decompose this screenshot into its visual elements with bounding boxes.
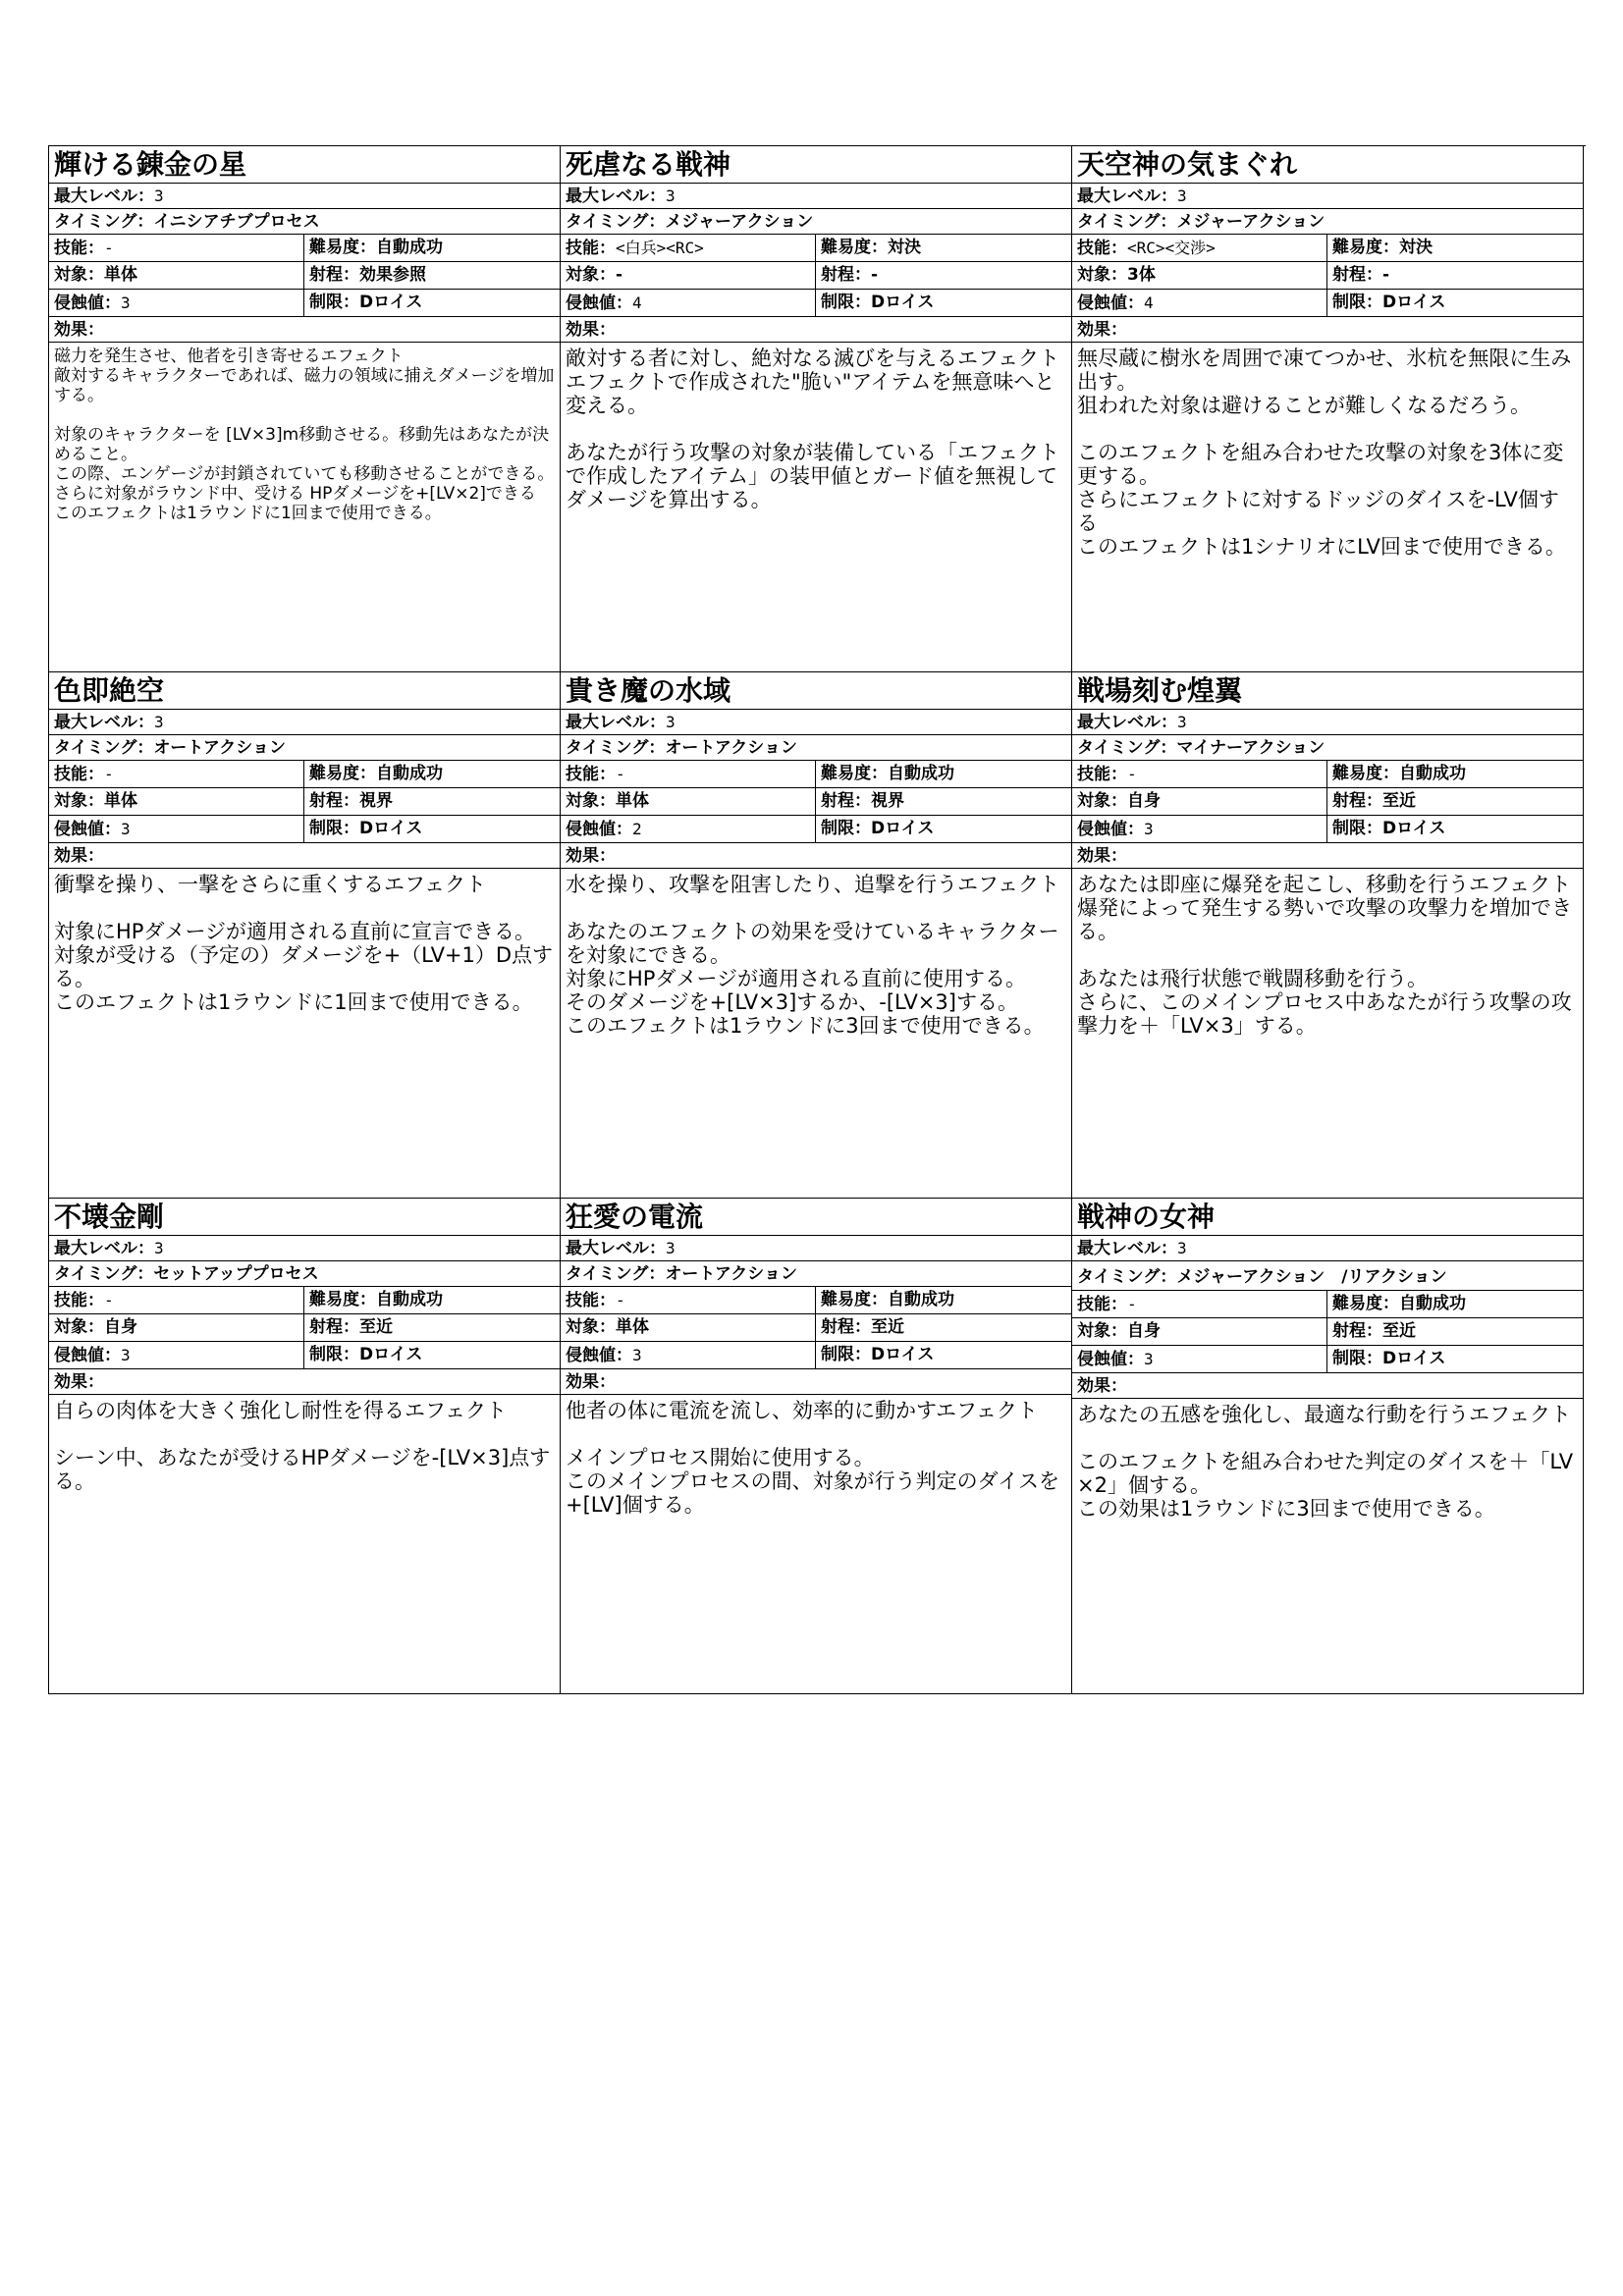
encroach-cell: [1072, 816, 1327, 842]
effect-card: [1072, 146, 1584, 672]
timing-value: オートアクション: [665, 1264, 797, 1284]
timing-row: [1072, 209, 1583, 235]
encroach-limit-row: [1072, 1346, 1583, 1373]
encroach-cell: [561, 1342, 816, 1368]
difficulty-cell: [1327, 1291, 1583, 1317]
range-value: -: [1382, 265, 1390, 285]
encroach-cell: [561, 290, 816, 316]
difficulty-label: 難易度：: [309, 1290, 376, 1309]
target-cell: [49, 1314, 304, 1341]
difficulty-value: 対決: [888, 238, 921, 257]
skill-cell: [1072, 235, 1327, 261]
max-level-value: 3: [1177, 1239, 1187, 1257]
difficulty-label: 難易度：: [821, 764, 888, 783]
range-label: 射程：: [1332, 265, 1382, 285]
limit-cell: [816, 290, 1071, 316]
encroach-value: 3: [1144, 1350, 1154, 1368]
encroach-value: 3: [121, 1346, 131, 1364]
timing-row: [561, 1261, 1071, 1287]
max-level-value: 3: [1177, 713, 1187, 731]
difficulty-cell: [816, 1287, 1071, 1313]
max-level-row: [561, 1236, 1071, 1261]
target-value: -: [616, 265, 623, 285]
timing-label: タイミング：: [566, 212, 666, 232]
max-level-row: [1072, 710, 1583, 735]
limit-value: Dロイス: [1382, 1349, 1446, 1368]
max-level-value: 3: [666, 1239, 676, 1257]
encroach-value: 2: [632, 820, 642, 838]
effect-title: 色即絶空: [49, 672, 560, 710]
range-value: 至近: [1382, 791, 1416, 811]
difficulty-value: 自動成功: [1399, 1294, 1466, 1313]
range-cell: [304, 262, 560, 289]
target-label: 対象：: [566, 1317, 616, 1337]
effect-label: 効果：: [1077, 1376, 1127, 1396]
target-range-row: [49, 262, 560, 290]
timing-row: [1072, 1261, 1583, 1291]
effect-title: 不壊金剛: [49, 1199, 560, 1236]
limit-label: 制限：: [309, 819, 359, 838]
limit-label: 制限：: [309, 1345, 359, 1364]
max-level-value: 3: [1177, 187, 1187, 205]
target-label: 対象：: [1077, 1321, 1127, 1341]
skill-difficulty-row: [49, 235, 560, 262]
effect-label: 効果：: [54, 1372, 104, 1392]
effect-card: [561, 146, 1072, 672]
encroach-cell: [1072, 290, 1327, 316]
target-label: 対象：: [54, 1317, 104, 1337]
max-level-label: 最大レベル：: [566, 187, 666, 206]
range-value: 効果参照: [359, 265, 426, 285]
range-label: 射程：: [1332, 791, 1382, 811]
timing-value: マイナーアクション: [1176, 738, 1325, 758]
card-row-3: [49, 1199, 1586, 1694]
limit-label: 制限：: [821, 293, 871, 312]
limit-label: 制限：: [1332, 819, 1382, 838]
limit-label: 制限：: [821, 1345, 871, 1364]
effect-card: [49, 1199, 561, 1694]
target-label: 対象：: [566, 265, 616, 285]
skill-label: 技能：: [566, 239, 616, 258]
difficulty-label: 難易度：: [1332, 764, 1399, 783]
target-range-row: [49, 788, 560, 816]
encroach-label: 侵蝕値：: [1077, 1350, 1144, 1369]
effect-description: 水を操り、攻撃を阻害したり、追撃を行うエフェクト あなたのエフェクトの効果を受けているキャラクターを対象にできる。 対象にHPダメージが適用される直前に使用する。 そのダメージを+[LV×3]するか、-[LV×3]する。 このエフェクトは1ラウンドに3回まで使用できる。: [566, 873, 1059, 1038]
skill-cell: [49, 1287, 304, 1313]
skill-value: -: [616, 1291, 625, 1309]
encroach-label: 侵蝕値：: [1077, 820, 1144, 839]
effect-title: 輝ける錬金の星: [49, 146, 560, 184]
limit-value: Dロイス: [871, 293, 935, 312]
range-label: 射程：: [1332, 1321, 1382, 1341]
effect-card-grid: [48, 145, 1586, 1694]
range-cell: [816, 262, 1071, 289]
target-label: 対象：: [1077, 791, 1127, 811]
effect-label-row: [561, 1369, 1071, 1395]
skill-difficulty-row: [561, 235, 1071, 262]
range-label: 射程：: [309, 791, 359, 811]
skill-difficulty-row: [1072, 1291, 1583, 1318]
range-value: 至近: [359, 1317, 393, 1337]
limit-value: Dロイス: [871, 819, 935, 838]
range-label: 射程：: [821, 265, 871, 285]
limit-cell: [304, 1342, 560, 1368]
skill-cell: [1072, 1291, 1327, 1317]
difficulty-cell: [1327, 761, 1583, 787]
skill-value: -: [616, 765, 625, 783]
max-level-row: [1072, 1236, 1583, 1261]
max-level-row: [49, 710, 560, 735]
skill-value: -: [1127, 765, 1137, 783]
skill-difficulty-row: [561, 1287, 1071, 1314]
effect-label-row: [49, 317, 560, 343]
max-level-label: 最大レベル：: [54, 1239, 154, 1258]
timing-row: [561, 735, 1071, 761]
difficulty-value: 自動成功: [888, 1290, 954, 1309]
effect-label: 効果：: [566, 846, 616, 866]
range-label: 射程：: [821, 791, 871, 811]
effect-description: 磁力を発生させ、他者を引き寄せるエフェクト 敵対するキャラクターであれば、磁力の領域に捕えダメージを増加する。 対象のキャラクターを [LV×3]m移動させる。移動先はあなたが決めること。 この際、エンゲージが封鎖されていても移動させることができる。 さらに対象がラウンド中、受ける HPダメージを+[LV×2]できる このエフェクトは1ラウンドに1回まで使用できる。: [54, 347, 555, 523]
target-cell: [1072, 788, 1327, 815]
target-range-row: [561, 788, 1071, 816]
card-row-1: [49, 146, 1586, 672]
skill-cell: [49, 235, 304, 261]
difficulty-cell: [304, 1287, 560, 1313]
range-label: 射程：: [309, 1317, 359, 1337]
limit-value: Dロイス: [1382, 293, 1446, 312]
difficulty-value: 対決: [1399, 238, 1433, 257]
skill-difficulty-row: [561, 761, 1071, 788]
skill-value: -: [104, 765, 114, 783]
target-range-row: [1072, 1318, 1583, 1346]
effect-title: 戦場刻む煌翼: [1072, 672, 1583, 710]
max-level-label: 最大レベル：: [54, 713, 154, 732]
skill-cell: [1072, 761, 1327, 787]
skill-label: 技能：: [1077, 765, 1127, 784]
timing-value: メジャーアクション /リアクション: [1176, 1267, 1447, 1287]
target-label: 対象：: [1077, 265, 1127, 285]
skill-cell: [561, 1287, 816, 1313]
limit-cell: [1327, 290, 1583, 316]
encroach-label: 侵蝕値：: [54, 820, 121, 839]
timing-row: [49, 735, 560, 761]
skill-cell: [49, 761, 304, 787]
limit-value: Dロイス: [1382, 819, 1446, 838]
skill-value: <白兵><RC>: [616, 239, 704, 257]
difficulty-label: 難易度：: [1332, 1294, 1399, 1313]
skill-cell: [561, 761, 816, 787]
encroach-cell: [1072, 1346, 1327, 1372]
skill-difficulty-row: [1072, 761, 1583, 788]
encroach-limit-row: [1072, 816, 1583, 843]
limit-value: Dロイス: [359, 293, 423, 312]
effect-label-row: [1072, 1373, 1583, 1399]
target-label: 対象：: [54, 791, 104, 811]
target-value: 自身: [1127, 791, 1161, 811]
target-label: 対象：: [54, 265, 104, 285]
effect-card: [49, 672, 561, 1199]
range-cell: [816, 788, 1071, 815]
timing-label: タイミング：: [54, 1264, 154, 1284]
max-level-row: [561, 710, 1071, 735]
target-range-row: [1072, 788, 1583, 816]
encroach-label: 侵蝕値：: [566, 294, 632, 313]
difficulty-value: 自動成功: [376, 1290, 443, 1309]
effect-description: 無尽蔵に樹氷を周囲で凍てつかせ、氷杭を無限に生み出す。 狙われた対象は避けることが難しくなるだろう。 このエフェクトを組み合わせた攻撃の対象を3体に変更する。 さらにエフェクトに対するドッジのダイスを-LV個する このエフェクトは1シナリオにLV回まで使用できる。: [1077, 347, 1572, 559]
encroach-limit-row: [1072, 290, 1583, 317]
range-cell: [304, 1314, 560, 1341]
difficulty-label: 難易度：: [821, 238, 888, 257]
target-value: 単体: [104, 265, 137, 285]
encroach-label: 侵蝕値：: [1077, 294, 1144, 313]
effect-card: [1072, 1199, 1584, 1694]
limit-cell: [1327, 1346, 1583, 1372]
effect-card: [561, 1199, 1072, 1694]
limit-label: 制限：: [821, 819, 871, 838]
difficulty-cell: [304, 761, 560, 787]
skill-value: -: [104, 239, 114, 257]
effect-title: 戦神の女神: [1072, 1199, 1583, 1236]
target-value: 自身: [104, 1317, 137, 1337]
effect-title: 死虐なる戦神: [561, 146, 1071, 184]
encroach-cell: [561, 816, 816, 842]
effect-card: [1072, 672, 1584, 1199]
limit-cell: [304, 816, 560, 842]
encroach-value: 4: [1144, 294, 1154, 312]
skill-cell: [561, 235, 816, 261]
encroach-limit-row: [561, 816, 1071, 843]
limit-label: 制限：: [309, 293, 359, 312]
max-level-label: 最大レベル：: [54, 187, 154, 206]
timing-value: セットアッププロセス: [153, 1264, 319, 1284]
effect-label-row: [561, 843, 1071, 869]
difficulty-value: 自動成功: [376, 764, 443, 783]
max-level-row: [49, 1236, 560, 1261]
max-level-value: 3: [154, 187, 164, 205]
effect-card: [561, 672, 1072, 1199]
difficulty-label: 難易度：: [1332, 238, 1399, 257]
max-level-value: 3: [154, 1239, 164, 1257]
timing-label: タイミング：: [54, 738, 154, 758]
difficulty-cell: [816, 235, 1071, 261]
encroach-limit-row: [49, 290, 560, 317]
timing-row: [1072, 735, 1583, 761]
encroach-label: 侵蝕値：: [566, 820, 632, 839]
range-cell: [304, 788, 560, 815]
difficulty-cell: [1327, 235, 1583, 261]
effect-title: 狂愛の電流: [561, 1199, 1071, 1236]
timing-row: [49, 209, 560, 235]
timing-label: タイミング：: [1077, 1267, 1177, 1287]
difficulty-label: 難易度：: [309, 238, 376, 257]
effect-description: 衝撃を操り、一撃をさらに重くするエフェクト 対象にHPダメージが適用される直前に宣言できる。 対象が受ける（予定の）ダメージを+（LV+1）D点する。 このエフェクトは1ラウンドに1回まで使用できる。: [54, 873, 554, 1014]
encroach-limit-row: [561, 290, 1071, 317]
target-cell: [1072, 262, 1327, 289]
effect-description: あなたは即座に爆発を起こし、移動を行うエフェクト 爆発によって発生する勢いで攻撃の攻撃力を増加できる。 あなたは飛行状態で戦闘移動を行う。 さらに、このメインプロセス中あなたが行う攻撃の攻撃力を＋「LV×3」する。: [1077, 873, 1572, 1038]
effect-description: 他者の体に電流を流し、効率的に動かすエフェクト メインプロセス開始に使用する。 このメインプロセスの間、対象が行う判定のダイスを+[LV]個する。: [566, 1399, 1059, 1517]
limit-cell: [816, 1342, 1071, 1368]
range-cell: [1327, 262, 1583, 289]
max-level-row: [1072, 184, 1583, 209]
encroach-limit-row: [561, 1342, 1071, 1369]
skill-difficulty-row: [1072, 235, 1583, 262]
skill-label: 技能：: [566, 765, 616, 784]
encroach-label: 侵蝕値：: [566, 1346, 632, 1365]
effect-label: 効果：: [1077, 320, 1127, 340]
range-label: 射程：: [309, 265, 359, 285]
encroach-value: 3: [121, 294, 131, 312]
skill-label: 技能：: [1077, 1295, 1127, 1314]
limit-cell: [1327, 816, 1583, 842]
effect-label: 効果：: [54, 846, 104, 866]
effect-label: 効果：: [1077, 846, 1127, 866]
encroach-limit-row: [49, 816, 560, 843]
effect-label: 効果：: [566, 320, 616, 340]
target-cell: [561, 1314, 816, 1341]
effect-label: 効果：: [54, 320, 104, 340]
target-value: 単体: [616, 1317, 649, 1337]
encroach-cell: [49, 1342, 304, 1368]
effect-label: 効果：: [566, 1372, 616, 1392]
limit-cell: [304, 290, 560, 316]
skill-value: -: [1127, 1295, 1137, 1313]
target-range-row: [49, 1314, 560, 1342]
effect-title: 天空神の気まぐれ: [1072, 146, 1583, 184]
encroach-value: 4: [632, 294, 642, 312]
max-level-value: 3: [666, 187, 676, 205]
skill-difficulty-row: [49, 761, 560, 788]
effect-label-row: [1072, 317, 1583, 343]
difficulty-cell: [816, 761, 1071, 787]
timing-label: タイミング：: [566, 738, 666, 758]
timing-value: オートアクション: [665, 738, 797, 758]
effect-label-row: [1072, 843, 1583, 869]
timing-label: タイミング：: [54, 212, 154, 232]
target-range-row: [561, 262, 1071, 290]
target-value: 単体: [104, 791, 137, 811]
range-cell: [1327, 788, 1583, 815]
effect-description: 敵対する者に対し、絶対なる滅びを与えるエフェクト エフェクトで作成された"脆い"アイテムを無意味へと変える。 あなたが行う攻撃の対象が装備している「エフェクトで作成したアイテム」の装甲値とガード値を無視してダメージを算出する。: [566, 347, 1059, 511]
max-level-value: 3: [666, 713, 676, 731]
skill-label: 技能：: [1077, 239, 1127, 258]
target-range-row: [1072, 262, 1583, 290]
target-cell: [49, 262, 304, 289]
range-value: 視界: [871, 791, 904, 811]
difficulty-value: 自動成功: [888, 764, 954, 783]
timing-row: [561, 209, 1071, 235]
timing-value: イニシアチブプロセス: [153, 212, 320, 232]
timing-row: [49, 1261, 560, 1287]
max-level-label: 最大レベル：: [566, 1239, 666, 1258]
limit-value: Dロイス: [359, 1345, 423, 1364]
limit-label: 制限：: [1332, 293, 1382, 312]
limit-value: Dロイス: [871, 1345, 935, 1364]
target-label: 対象：: [566, 791, 616, 811]
range-cell: [1327, 1318, 1583, 1345]
range-value: 視界: [359, 791, 393, 811]
max-level-row: [561, 184, 1071, 209]
difficulty-label: 難易度：: [309, 764, 376, 783]
range-label: 射程：: [821, 1317, 871, 1337]
encroach-cell: [49, 816, 304, 842]
effect-description: 自らの肉体を大きく強化し耐性を得るエフェクト シーン中、あなたが受けるHPダメージを-[LV×3]点する。: [54, 1399, 551, 1493]
effect-description: あなたの五感を強化し、最適な行動を行うエフェクト このエフェクトを組み合わせた判定のダイスを＋「LV×2」個する。 この効果は1ラウンドに3回まで使用できる。: [1077, 1403, 1574, 1521]
target-value: 単体: [616, 791, 649, 811]
effect-label-row: [49, 843, 560, 869]
target-value: 3体: [1127, 265, 1156, 285]
timing-value: オートアクション: [153, 738, 286, 758]
limit-value: Dロイス: [359, 819, 423, 838]
skill-difficulty-row: [49, 1287, 560, 1314]
effect-label-row: [561, 317, 1071, 343]
skill-label: 技能：: [54, 239, 104, 258]
range-cell: [816, 1314, 1071, 1341]
target-cell: [49, 788, 304, 815]
timing-label: タイミング：: [1077, 738, 1177, 758]
skill-label: 技能：: [566, 1291, 616, 1310]
difficulty-label: 難易度：: [821, 1290, 888, 1309]
encroach-limit-row: [49, 1342, 560, 1369]
target-cell: [561, 788, 816, 815]
difficulty-cell: [304, 235, 560, 261]
skill-value: <RC><交渉>: [1127, 239, 1216, 257]
encroach-value: 3: [121, 820, 131, 838]
difficulty-value: 自動成功: [376, 238, 443, 257]
max-level-label: 最大レベル：: [1077, 187, 1177, 206]
effect-title: 貴き魔の水域: [561, 672, 1071, 710]
encroach-label: 侵蝕値：: [54, 1346, 121, 1365]
range-value: -: [871, 265, 879, 285]
difficulty-value: 自動成功: [1399, 764, 1466, 783]
timing-label: タイミング：: [566, 1264, 666, 1284]
max-level-value: 3: [154, 713, 164, 731]
target-value: 自身: [1127, 1321, 1161, 1341]
target-range-row: [561, 1314, 1071, 1342]
encroach-value: 3: [632, 1346, 642, 1364]
timing-label: タイミング：: [1077, 212, 1177, 232]
range-value: 至近: [1382, 1321, 1416, 1341]
skill-label: 技能：: [54, 1291, 104, 1310]
max-level-label: 最大レベル：: [1077, 1239, 1177, 1258]
timing-value: メジャーアクション: [665, 212, 814, 232]
max-level-label: 最大レベル：: [1077, 713, 1177, 732]
effect-label-row: [49, 1369, 560, 1395]
encroach-cell: [49, 290, 304, 316]
target-cell: [1072, 1318, 1327, 1345]
range-value: 至近: [871, 1317, 904, 1337]
effect-card: [49, 146, 561, 672]
max-level-label: 最大レベル：: [566, 713, 666, 732]
encroach-label: 侵蝕値：: [54, 294, 121, 313]
skill-label: 技能：: [54, 765, 104, 784]
timing-value: メジャーアクション: [1176, 212, 1325, 232]
encroach-value: 3: [1144, 820, 1154, 838]
limit-label: 制限：: [1332, 1349, 1382, 1368]
target-cell: [561, 262, 816, 289]
limit-cell: [816, 816, 1071, 842]
card-row-2: [49, 672, 1586, 1199]
skill-value: -: [104, 1291, 114, 1309]
max-level-row: [49, 184, 560, 209]
